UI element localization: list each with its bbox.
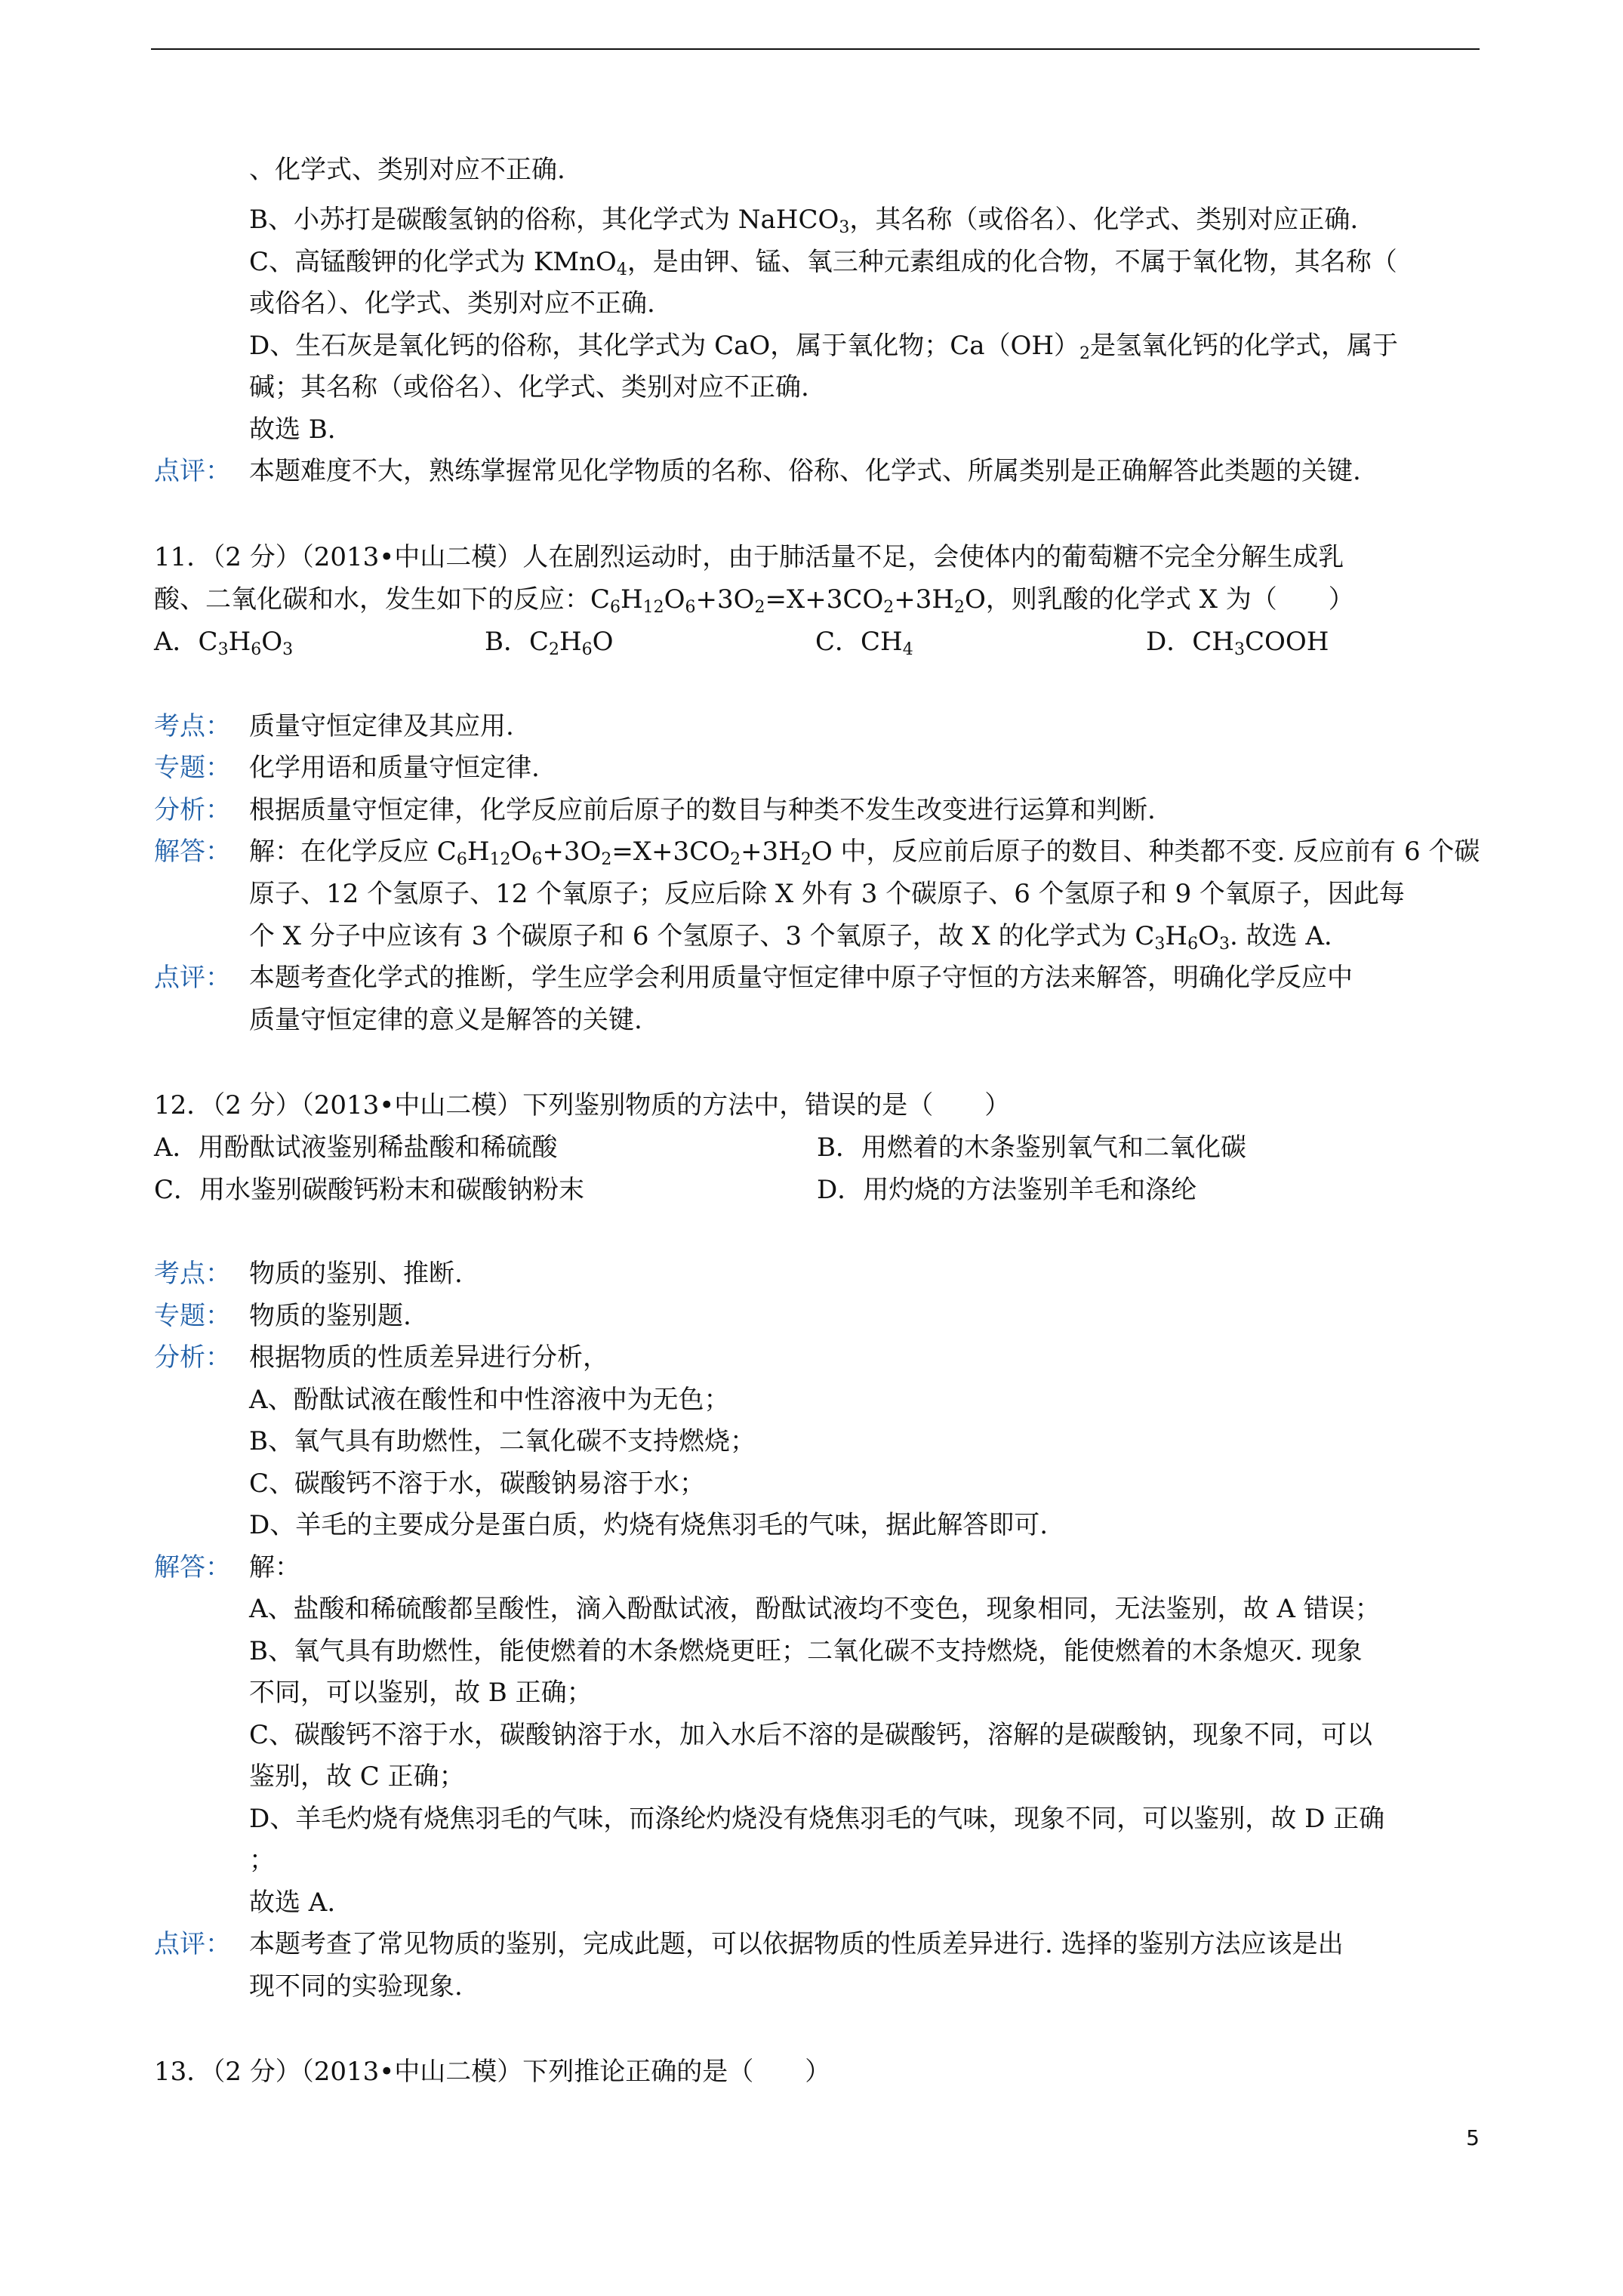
q11-option-a: A．$C_3H_6O_3$ (154, 627, 294, 659)
q12-dianping: 现不同的实验现象. (249, 1971, 463, 2002)
q11-jieda: 个 X 分子中应该有 3 个碳原子和 6 个氢原子、3 个氧原子，故 X 的化学式为 $C_3H_6O_3$. 故选 A. (249, 921, 1332, 954)
q12-jieda: 解： (249, 1552, 300, 1583)
q12-kaodian: 物质的鉴别、推断. (249, 1259, 463, 1289)
q11-jieda-label: 解答： (154, 837, 231, 867)
q12-zhuanti-label: 专题： (154, 1301, 231, 1331)
q12-fenxi-item: D、羊毛的主要成分是蛋白质，灼烧有烧焦羽毛的气味，据此解答即可. (249, 1510, 1049, 1540)
q12-fenxi: 根据物质的性质差异进行分析， (249, 1342, 608, 1373)
q11-fenxi-label: 分析： (154, 795, 231, 825)
q10-comment-label: 点评： (154, 456, 231, 486)
q10-option-d-explanation: D、生石灰是氧化钙的俗称，其化学式为 CaO，属于氧化物；$Ca(OH)_2$是氢氧化钙的化学式，属于 (249, 331, 1399, 363)
q13-stem: 13．（2 分）（2013•中山二模）下列推论正确的是（ ） (154, 2057, 831, 2087)
q12-option-c: C．用水鉴别碳酸钙粉末和碳酸钠粉末 (154, 1175, 585, 1205)
q12-option-a: A．用酚酞试液鉴别稀盐酸和稀硫酸 (154, 1133, 558, 1163)
q11-option-c: C．$CH_4$ (815, 627, 913, 659)
q11-stem-equation: 酸、二氧化碳和水，发生如下的反应：$C_6H_{12}O_6+3O_2=X+3CO_2+3H_2O$，则乳酸的化学式 X 为（ ） (154, 584, 1354, 617)
q10-text-line: 或俗名）、化学式、类别对应不正确. (249, 288, 655, 319)
q12-fenxi-item: A、酚酞试液在酸性和中性溶液中为无色； (249, 1385, 730, 1415)
q12-jieda-label: 解答： (154, 1552, 231, 1583)
q10-text-line: 碱；其名称（或俗名）、化学式、类别对应不正确. (249, 372, 809, 402)
q11-jieda: 解：在化学反应 $C_6H_{12}O_6+3O_2=X+3CO_2+3H_2O$ 中，反应前后原子的数目、种类都不变. 反应前有 6 个碳 (249, 837, 1480, 869)
q11-option-b: B．$C_2H_6O$ (485, 627, 614, 659)
q12-zhuanti: 物质的鉴别题. (249, 1301, 411, 1331)
q12-kaodian-label: 考点： (154, 1259, 231, 1289)
q12-jieda-item: ； (249, 1845, 275, 1875)
q10-comment: 本题难度不大，熟练掌握常见化学物质的名称、俗称、化学式、所属类别是正确解答此类题的关键. (249, 456, 1361, 486)
q12-jieda-item: 鉴别，故 C 正确； (249, 1761, 465, 1792)
q10-option-b-explanation: B、小苏打是碳酸氢钠的俗称，其化学式为 NaHCO$_3$，其名称（或俗名）、化学式、类别对应正确. (249, 205, 1359, 237)
q12-fenxi-label: 分析： (154, 1342, 231, 1373)
q12-fenxi-item: C、碳酸钙不溶于水，碳酸钠易溶于水； (249, 1469, 706, 1499)
q11-dianping: 本题考查化学式的推断，学生应学会利用质量守恒定律中原子守恒的方法来解答，明确化学反应中 (249, 963, 1353, 993)
q12-fenxi-item: B、氧气具有助燃性，二氧化碳不支持燃烧； (249, 1426, 756, 1456)
q12-answer: 故选 A. (249, 1888, 336, 1918)
q11-option-d: D．$CH_3COOH$ (1146, 627, 1329, 659)
q12-stem: 12．（2 分）（2013•中山二模）下列鉴别物质的方法中，错误的是（ ） (154, 1090, 1011, 1120)
q12-dianping-label: 点评： (154, 1929, 231, 1959)
q12-option-b: B．用燃着的木条鉴别氧气和二氧化碳 (817, 1133, 1246, 1163)
q12-jieda-item: C、碳酸钙不溶于水，碳酸钠溶于水，加入水后不溶的是碳酸钙，溶解的是碳酸钠，现象不同，可以 (249, 1720, 1373, 1750)
q12-jieda-item: B、氧气具有助燃性，能使燃着的木条燃烧更旺；二氧化碳不支持燃烧，能使燃着的木条熄灭. 现象 (249, 1636, 1363, 1666)
page-number: 5 (1466, 2125, 1480, 2150)
q11-dianping: 质量守恒定律的意义是解答的关键. (249, 1005, 642, 1035)
q11-kaodian-label: 考点： (154, 711, 231, 741)
q12-jieda-item: 不同，可以鉴别，故 B 正确； (249, 1678, 593, 1708)
q11-dianping-label: 点评： (154, 963, 231, 993)
q12-jieda-item: A、盐酸和稀硫酸都呈酸性，滴入酚酞试液，酚酞试液均不变色，现象相同，无法鉴别，故 A 错误； (249, 1594, 1381, 1624)
q12-dianping: 本题考查了常见物质的鉴别，完成此题，可以依据物质的性质差异进行. 选择的鉴别方法应该是出 (249, 1929, 1344, 1959)
q11-jieda: 原子、12 个氢原子、12 个氧原子；反应后除 X 外有 3 个碳原子、6 个氢原子和 9 个氧原子，因此每 (249, 879, 1405, 909)
q11-zhuanti-label: 专题： (154, 753, 231, 783)
q10-option-c-explanation: C、高锰酸钾的化学式为 KMnO$_4$，是由钾、锰、氧三种元素组成的化合物，不属于氧化物，其名称（ (249, 247, 1397, 279)
q11-kaodian: 质量守恒定律及其应用. (249, 711, 514, 741)
q11-stem: 11．（2 分）（2013•中山二模）人在剧烈运动时，由于肺活量不足，会使体内的葡萄糖不完全分解生成乳 (154, 542, 1344, 572)
q10-text-line: 、化学式、类别对应不正确. (249, 155, 565, 185)
q12-option-d: D．用灼烧的方法鉴别羊毛和涤纶 (817, 1175, 1197, 1205)
q10-answer: 故选 B. (249, 415, 336, 445)
header-rule (151, 48, 1480, 50)
q11-zhuanti: 化学用语和质量守恒定律. (249, 753, 540, 783)
q12-jieda-item: D、羊毛灼烧有烧焦羽毛的气味，而涤纶灼烧没有烧焦羽毛的气味，现象不同，可以鉴别，故 D 正确 (249, 1804, 1385, 1834)
q11-fenxi: 根据质量守恒定律，化学反应前后原子的数目与种类不发生改变进行运算和判断. (249, 795, 1156, 825)
